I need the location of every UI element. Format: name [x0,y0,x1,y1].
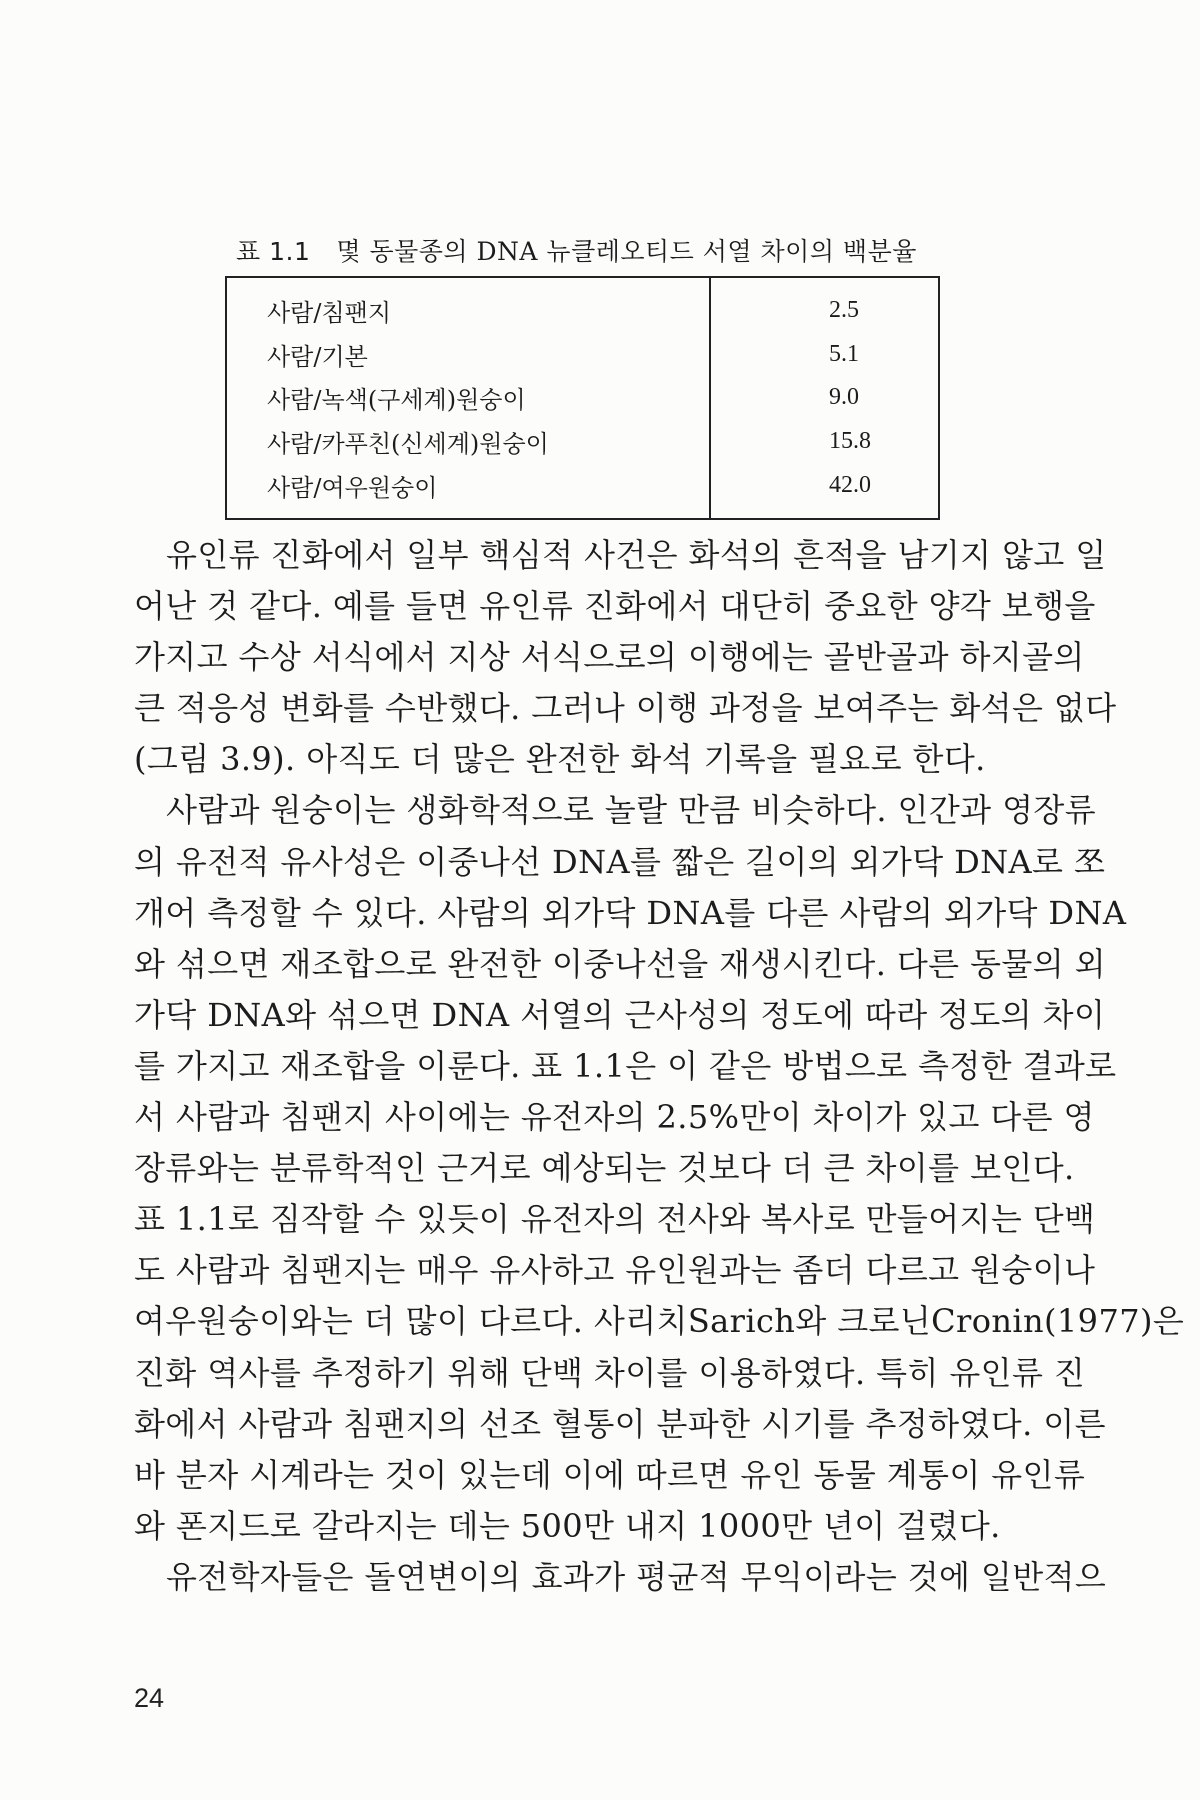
text-line: 가지고 수상 서식에서 지상 서식으로의 이행에는 골반골과 하지골의 [134,638,1085,677]
text-line: 바 분자 시계라는 것이 있는데 이에 따르면 유인 동물 계통이 유인류 [134,1455,1086,1494]
text-line: 와 폰지드로 갈라지는 데는 500만 내지 1000만 년이 걸렸다. [134,1506,1001,1545]
text-line: 사람과 원숭이는 생화학적으로 놀랄 만큼 비슷하다. 인간과 영장류 [166,791,1097,830]
text-line: 를 가지고 재조합을 이룬다. 표 1.1은 이 같은 방법으로 측정한 결과로 [134,1046,1117,1085]
text-line: 유인류 진화에서 일부 핵심적 사건은 화석의 흔적을 남기지 않고 일 [166,536,1107,574]
text-line: 장류와는 분류학적인 근거로 예상되는 것보다 더 큰 차이를 보인다. [134,1149,1075,1188]
species-pair-cell: 사람/기본 [226,333,710,377]
percent-difference-cell: 15.8 [829,428,871,455]
text-line: 개어 측정할 수 있다. 사람의 외가닥 DNA를 다른 사람의 외가닥 DNA [134,893,1127,932]
dna-difference-table [225,276,940,520]
text-line: 화에서 사람과 침팬지의 선조 혈통이 분파한 시기를 추정하였다. 이른 [134,1404,1106,1443]
table-row [226,277,939,333]
species-pair-cell: 사람/카푸친(신세계)원숭이 [226,420,710,464]
table-row [226,420,939,464]
text-line: 의 유전적 유사성은 이중나선 DNA를 짧은 길이의 외가닥 DNA로 쪼 [134,842,1106,881]
text-line: 가닥 DNA와 섞으면 DNA 서열의 근사성의 정도에 따라 정도의 차이 [134,995,1106,1034]
text-line: 어난 것 같다. 예를 들면 유인류 진화에서 대단히 중요한 양각 보행을 [134,587,1096,626]
text-line: 표 1.1로 짐작할 수 있듯이 유전자의 전사와 복사로 만들어지는 단백 [134,1200,1096,1239]
page-number: 24 [134,1683,165,1713]
text-line: 유전학자들은 돌연변이의 효과가 평균적 무익이라는 것에 일반적으 [166,1557,1107,1596]
table-caption-text: 몇 동물종의 DNA 뉴클레오티드 서열 차이의 백분율 [336,237,917,266]
text-line: 큰 적응성 변화를 수반했다. 그러나 이행 과정을 보여주는 화석은 없다 [134,689,1117,728]
text-line: 도 사람과 침팬지는 매우 유사하고 유인원과는 좀더 다르고 원숭이나 [134,1251,1096,1290]
text-line: 진화 역사를 추정하기 위해 단백 차이를 이용하였다. 특히 유인류 진 [134,1353,1086,1392]
table-caption-label: 표 1.1 [236,237,311,266]
percent-difference-cell: 9.0 [829,384,859,411]
body-text [134,530,1185,1603]
percent-difference-cell: 2.5 [829,296,859,323]
table-row [226,333,939,377]
text-line: 와 섞으면 재조합으로 완전한 이중나선을 재생시킨다. 다른 동물의 외 [134,944,1106,983]
species-pair-cell: 사람/여우원숭이 [226,463,710,519]
percent-difference-cell: 5.1 [829,340,859,367]
species-pair-cell: 사람/침팬지 [226,277,710,333]
percent-difference-cell: 42.0 [829,472,871,499]
table-row [226,376,939,420]
text-line: 여우원숭이와는 더 많이 다르다. 사리치Sarich와 크로닌Cronin(1977)은 [134,1302,1185,1341]
species-pair-cell: 사람/녹색(구세계)원숭이 [226,376,710,420]
table-caption [236,232,917,268]
text-line: (그림 3.9). 아직도 더 많은 완전한 화석 기록을 필요로 한다. [134,740,986,779]
text-line: 서 사람과 침팬지 사이에는 유전자의 2.5%만이 차이가 있고 다른 영 [134,1098,1095,1137]
table-row [226,463,939,519]
